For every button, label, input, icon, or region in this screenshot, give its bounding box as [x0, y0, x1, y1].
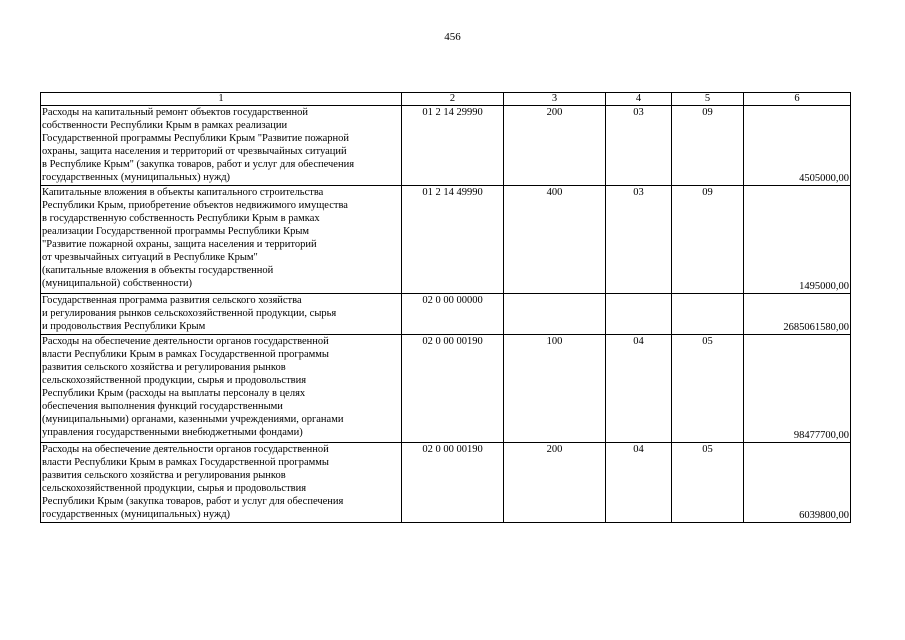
column-header: 6 — [744, 93, 851, 106]
amount-cell: 6039800,00 — [744, 443, 851, 523]
column-header: 5 — [672, 93, 744, 106]
subsection-cell — [672, 294, 744, 335]
subsection-cell: 05 — [672, 335, 744, 443]
expense-name-cell: Государственная программа развития сельского хозяйства и регулирования рынков сельскохозяйственной продукции, сырья и продовольствия Республики Крым — [41, 294, 402, 335]
amount-cell: 1495000,00 — [744, 186, 851, 294]
expense-type-cell — [504, 294, 606, 335]
page-number: 456 — [444, 31, 461, 43]
column-header: 4 — [606, 93, 672, 106]
table-row — [41, 335, 851, 443]
target-article-code-cell: 02 0 00 00190 — [402, 335, 504, 443]
expense-name-cell: Расходы на обеспечение деятельности органов государственной власти Республики Крым в рамках Государственной программы развития сельского хозяйства и регулирования рынков сельскохозяйственной продукции, сырья и продовольствия Республики Крым (закупка товаров, работ и услуг для обеспечения государственных (муниципальных) нужд) — [41, 443, 402, 523]
target-article-code-cell: 01 2 14 29990 — [402, 106, 504, 186]
expense-type-cell: 100 — [504, 335, 606, 443]
amount-cell: 4505000,00 — [744, 106, 851, 186]
subsection-cell: 05 — [672, 443, 744, 523]
table-header-row — [41, 93, 851, 106]
expense-name-cell: Расходы на обеспечение деятельности органов государственной власти Республики Крым в рамках Государственной программы развития сельского хозяйства и регулирования рынков сельскохозяйственной продукции, сырья и продовольствия Республики Крым (расходы на выплаты персоналу в целях обеспечения выполнения функций государственными (муниципальными) органами, казенными учреждениями, органами управления государственными внебюджетными фондами) — [41, 335, 402, 443]
section-cell: 04 — [606, 335, 672, 443]
section-cell — [606, 294, 672, 335]
table-row — [41, 294, 851, 335]
column-header: 1 — [41, 93, 402, 106]
expense-type-cell: 200 — [504, 443, 606, 523]
section-cell: 04 — [606, 443, 672, 523]
budget-table — [40, 92, 851, 523]
expense-name-cell: Капитальные вложения в объекты капитального строительства Республики Крым, приобретение объектов недвижимого имущества в государственную собственность Республики Крым в рамках реализации Государственной программы Республики Крым "Развитие пожарной охраны, защита населения и территорий от чрезвычайных ситуаций в Республике Крым" (капитальные вложения в объекты государственной (муниципальной) собственности) — [41, 186, 402, 294]
subsection-cell: 09 — [672, 106, 744, 186]
amount-cell: 2685061580,00 — [744, 294, 851, 335]
table-row — [41, 106, 851, 186]
expense-type-cell: 200 — [504, 106, 606, 186]
table-row — [41, 186, 851, 294]
target-article-code-cell: 02 0 00 00000 — [402, 294, 504, 335]
column-header: 3 — [504, 93, 606, 106]
subsection-cell: 09 — [672, 186, 744, 294]
expense-type-cell: 400 — [504, 186, 606, 294]
amount-cell: 98477700,00 — [744, 335, 851, 443]
table-row — [41, 443, 851, 523]
expense-name-cell: Расходы на капитальный ремонт объектов государственной собственности Республики Крым в рамках реализации Государственной программы Республики Крым "Развитие пожарной охраны, защита населения и территорий от чрезвычайных ситуаций в Республике Крым" (закупка товаров, работ и услуг для обеспечения государственных (муниципальных) нужд) — [41, 106, 402, 186]
section-cell: 03 — [606, 186, 672, 294]
target-article-code-cell: 02 0 00 00190 — [402, 443, 504, 523]
column-header: 2 — [402, 93, 504, 106]
section-cell: 03 — [606, 106, 672, 186]
target-article-code-cell: 01 2 14 49990 — [402, 186, 504, 294]
